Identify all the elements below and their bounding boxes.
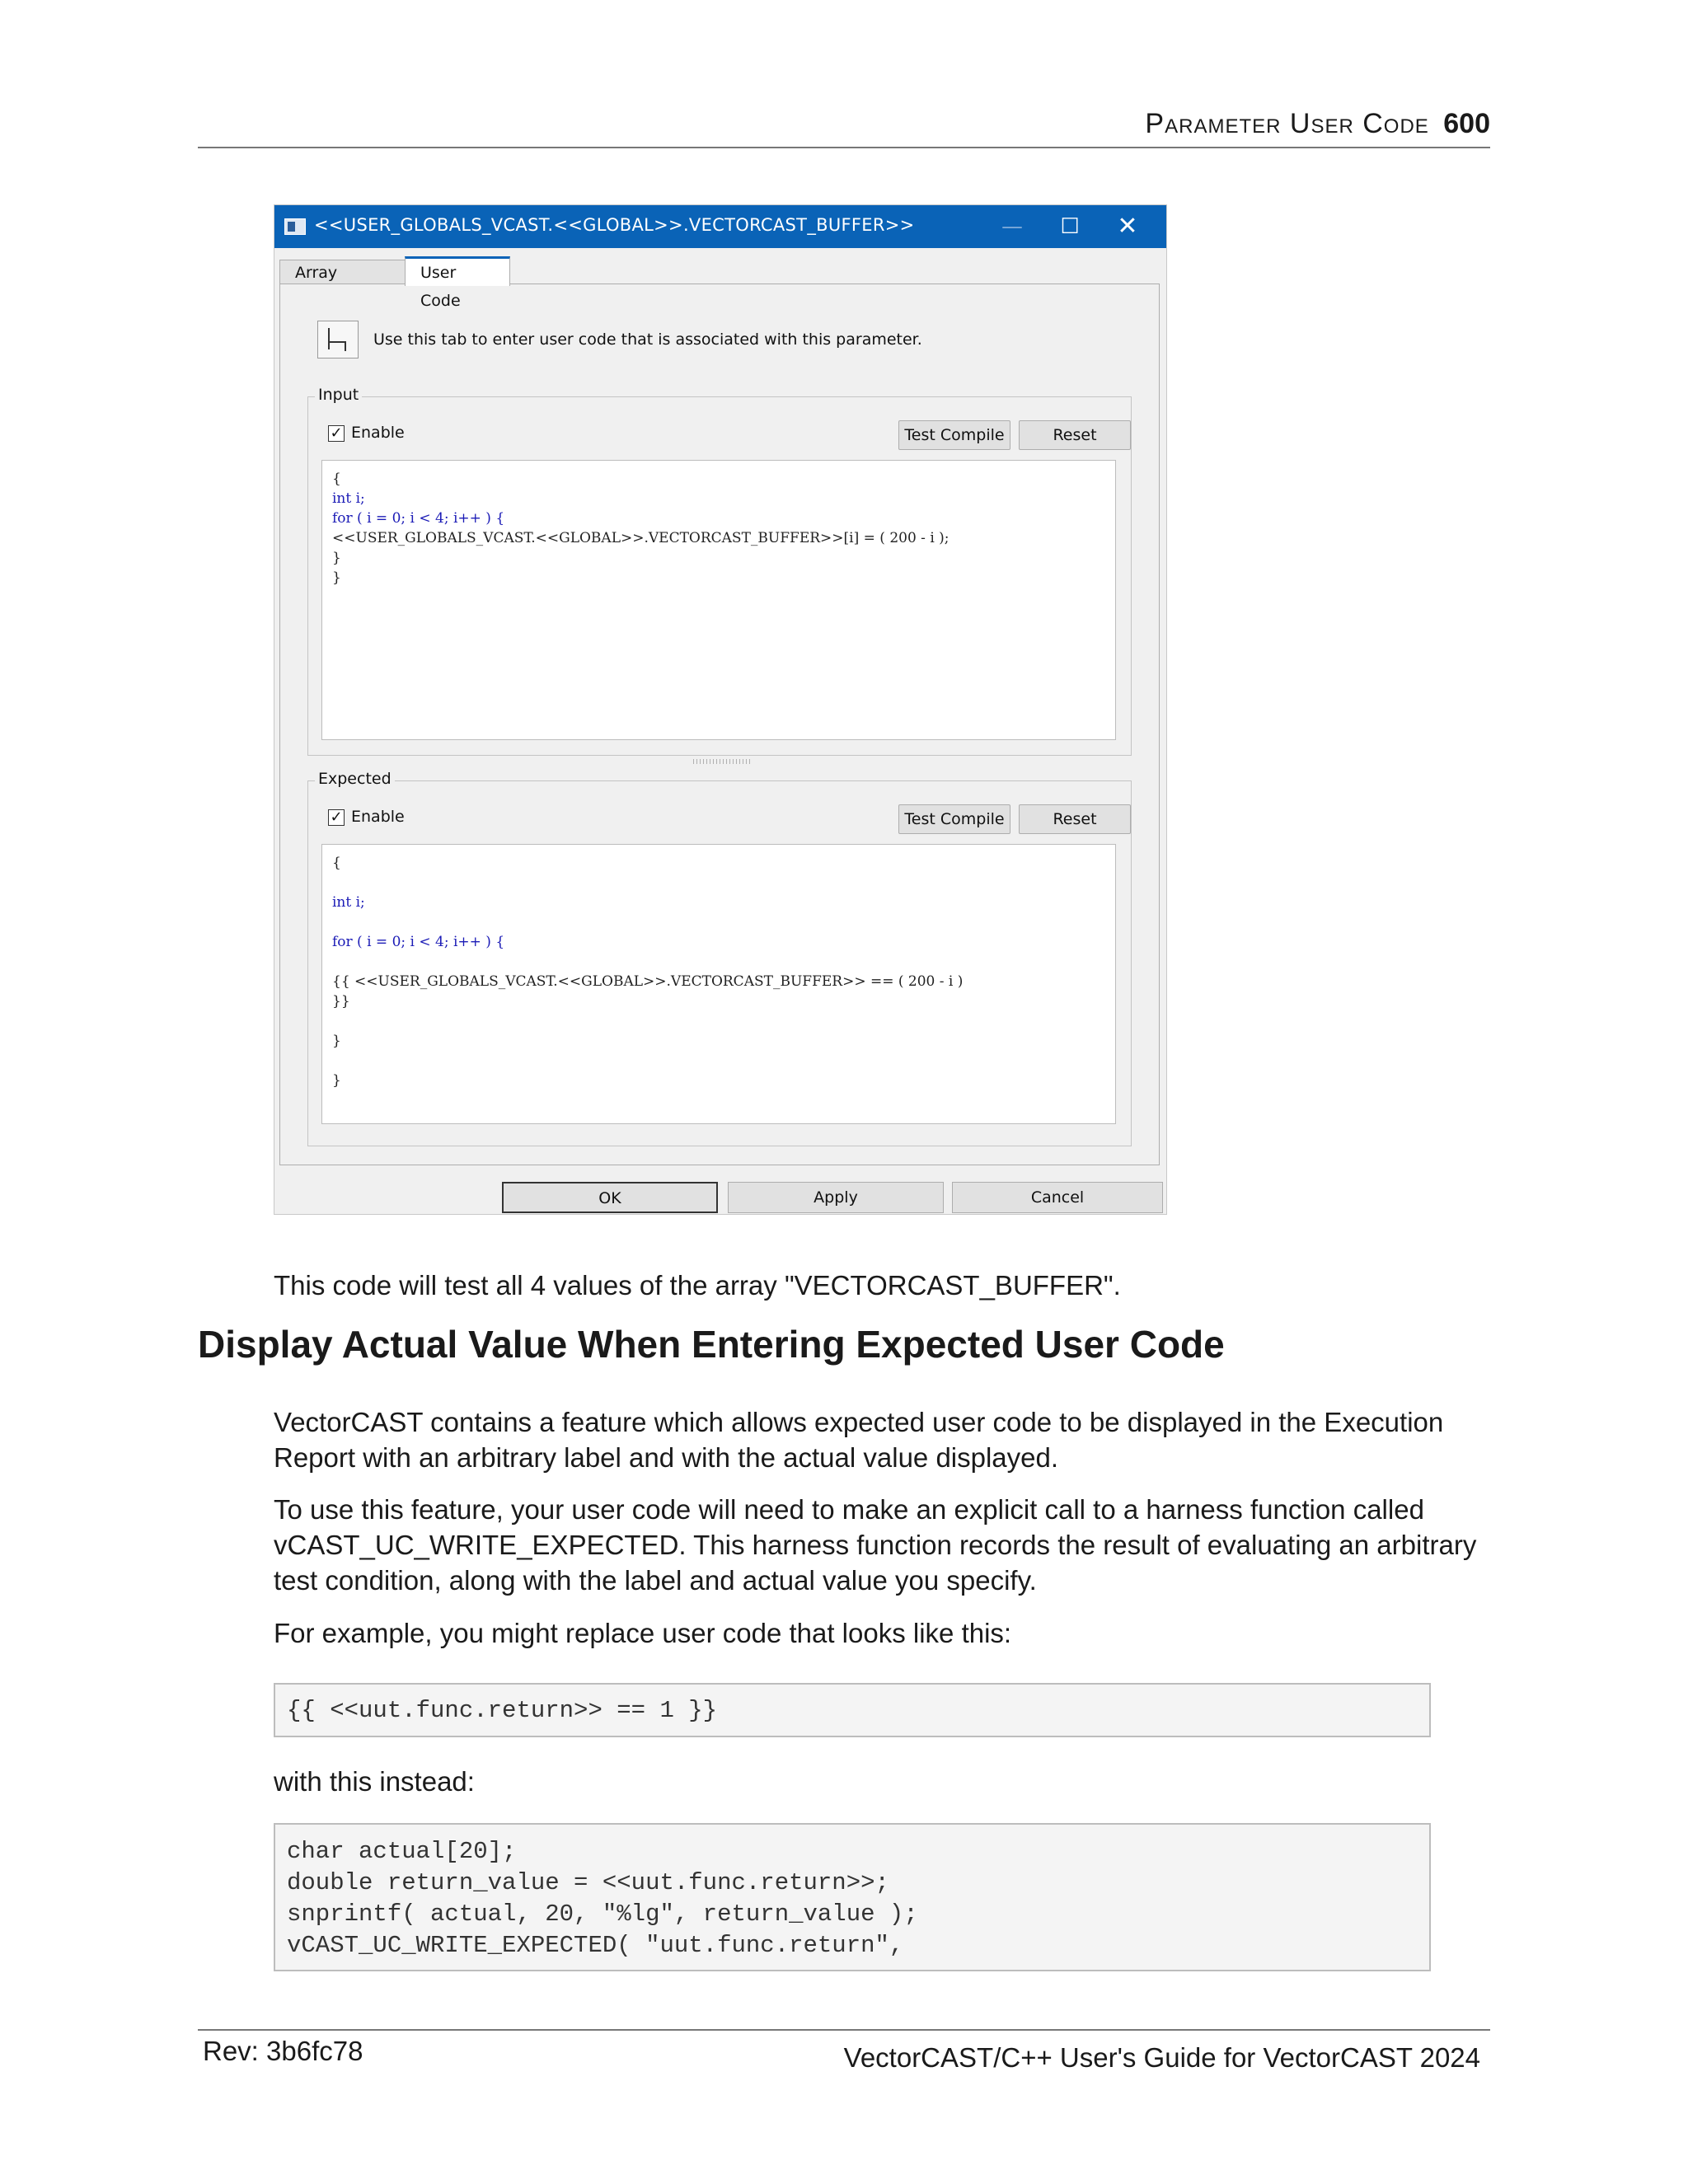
paragraph: To use this feature, your user code will need to make an explicit call to a harness function called vCAST_UC_WRITE_EXPECTED. This harness function records the result of evaluating an arbitrary test condition, along with the label and actual value you specify. (274, 1494, 1477, 1596)
expected-test-compile-button[interactable]: Test Compile (898, 804, 1010, 834)
code-line: }} (332, 993, 350, 1010)
user-code-icon (317, 321, 359, 359)
figure-caption: This code will test all 4 values of the array "VECTORCAST_BUFFER". (274, 1270, 1121, 1301)
code-line: {{ <<USER_GLOBALS_VCAST.<<GLOBAL>>.VECTORCAST_BUFFER>> == ( 200 - i ) (332, 973, 964, 990)
input-reset-button[interactable]: Reset (1019, 420, 1131, 450)
code-line: for ( i = 0; i < 4; i++ ) { (332, 934, 505, 950)
input-enable-checkbox[interactable]: ✓ (328, 425, 345, 442)
expected-reset-button[interactable]: Reset (1019, 804, 1131, 834)
code-line: } (332, 1033, 341, 1049)
code-block (274, 1683, 1431, 1737)
code-line: { (332, 471, 341, 487)
section-title: Parameter User Code (1145, 108, 1429, 139)
input-group-label: Input (315, 386, 362, 404)
expected-group (307, 770, 1132, 1146)
code-line: int i; (332, 490, 365, 507)
guide-title: VectorCAST/C++ User's Guide for VectorCAST 2024 (843, 2042, 1480, 2073)
close-icon[interactable]: ✕ (1117, 212, 1138, 241)
code-line: vCAST_UC_WRITE_EXPECTED( "uut.func.return", (287, 1932, 904, 1959)
input-group (307, 386, 1132, 756)
info-text: Use this tab to enter user code that is associated with this parameter. (373, 330, 922, 349)
apply-button[interactable]: Apply (728, 1182, 944, 1213)
expected-group-label: Expected (315, 770, 395, 788)
code-line: double return_value = <<uut.func.return>>; (287, 1869, 889, 1896)
section-heading: Display Actual Value When Entering Expected User Code (198, 1323, 1225, 1366)
code-line: } (332, 1072, 341, 1089)
expected-enable-label: Enable (351, 808, 405, 826)
code-line: <<USER_GLOBALS_VCAST.<<GLOBAL>>.VECTORCAST_BUFFER>>[i] = ( 200 - i ); (332, 530, 950, 546)
footer-rule (198, 2029, 1490, 2031)
cancel-button[interactable]: Cancel (952, 1182, 1163, 1213)
minimize-icon[interactable]: — (1001, 214, 1023, 239)
code-line: for ( i = 0; i < 4; i++ ) { (332, 510, 505, 527)
code-line: } (332, 550, 341, 566)
code-line: {{ <<uut.func.return>> == 1 }} (287, 1697, 718, 1724)
splitter-handle[interactable] (693, 759, 751, 764)
page-number: 600 (1443, 108, 1490, 139)
code-line: } (332, 569, 341, 586)
input-test-compile-button[interactable]: Test Compile (898, 420, 1010, 450)
user-code-dialog (274, 204, 1167, 1215)
app-window-icon (284, 218, 306, 235)
tab-array-indices[interactable]: Array (279, 260, 406, 284)
paragraph: For example, you might replace user code that looks like this: (274, 1618, 1012, 1648)
code-line: char actual[20]; (287, 1838, 517, 1865)
code-block (274, 1823, 1431, 1971)
header-rule (198, 147, 1490, 148)
tab-user-code[interactable]: User Code (405, 256, 510, 286)
page-header (198, 105, 1490, 142)
maximize-icon[interactable]: ☐ (1060, 214, 1080, 239)
input-enable-label: Enable (351, 424, 405, 442)
code-line: snprintf( actual, 20, "%lg", return_value ); (287, 1900, 918, 1928)
paragraph: VectorCAST contains a feature which allows expected user code to be displayed in the Execution Report with an arbitrary label and with the actual value displayed. (274, 1407, 1444, 1473)
revision-label: Rev: 3b6fc78 (203, 2036, 363, 2066)
dialog-titlebar[interactable] (274, 205, 1166, 248)
expected-code-editor[interactable] (321, 844, 1116, 1124)
dialog-title: <<USER_GLOBALS_VCAST.<<GLOBAL>>.VECTORCAST_BUFFER>> (314, 215, 915, 235)
code-line: { (332, 855, 341, 871)
paragraph: with this instead: (274, 1766, 475, 1797)
ok-button[interactable]: OK (502, 1182, 718, 1213)
input-code-editor[interactable] (321, 460, 1116, 740)
code-line: int i; (332, 894, 365, 911)
expected-enable-checkbox[interactable]: ✓ (328, 809, 345, 826)
